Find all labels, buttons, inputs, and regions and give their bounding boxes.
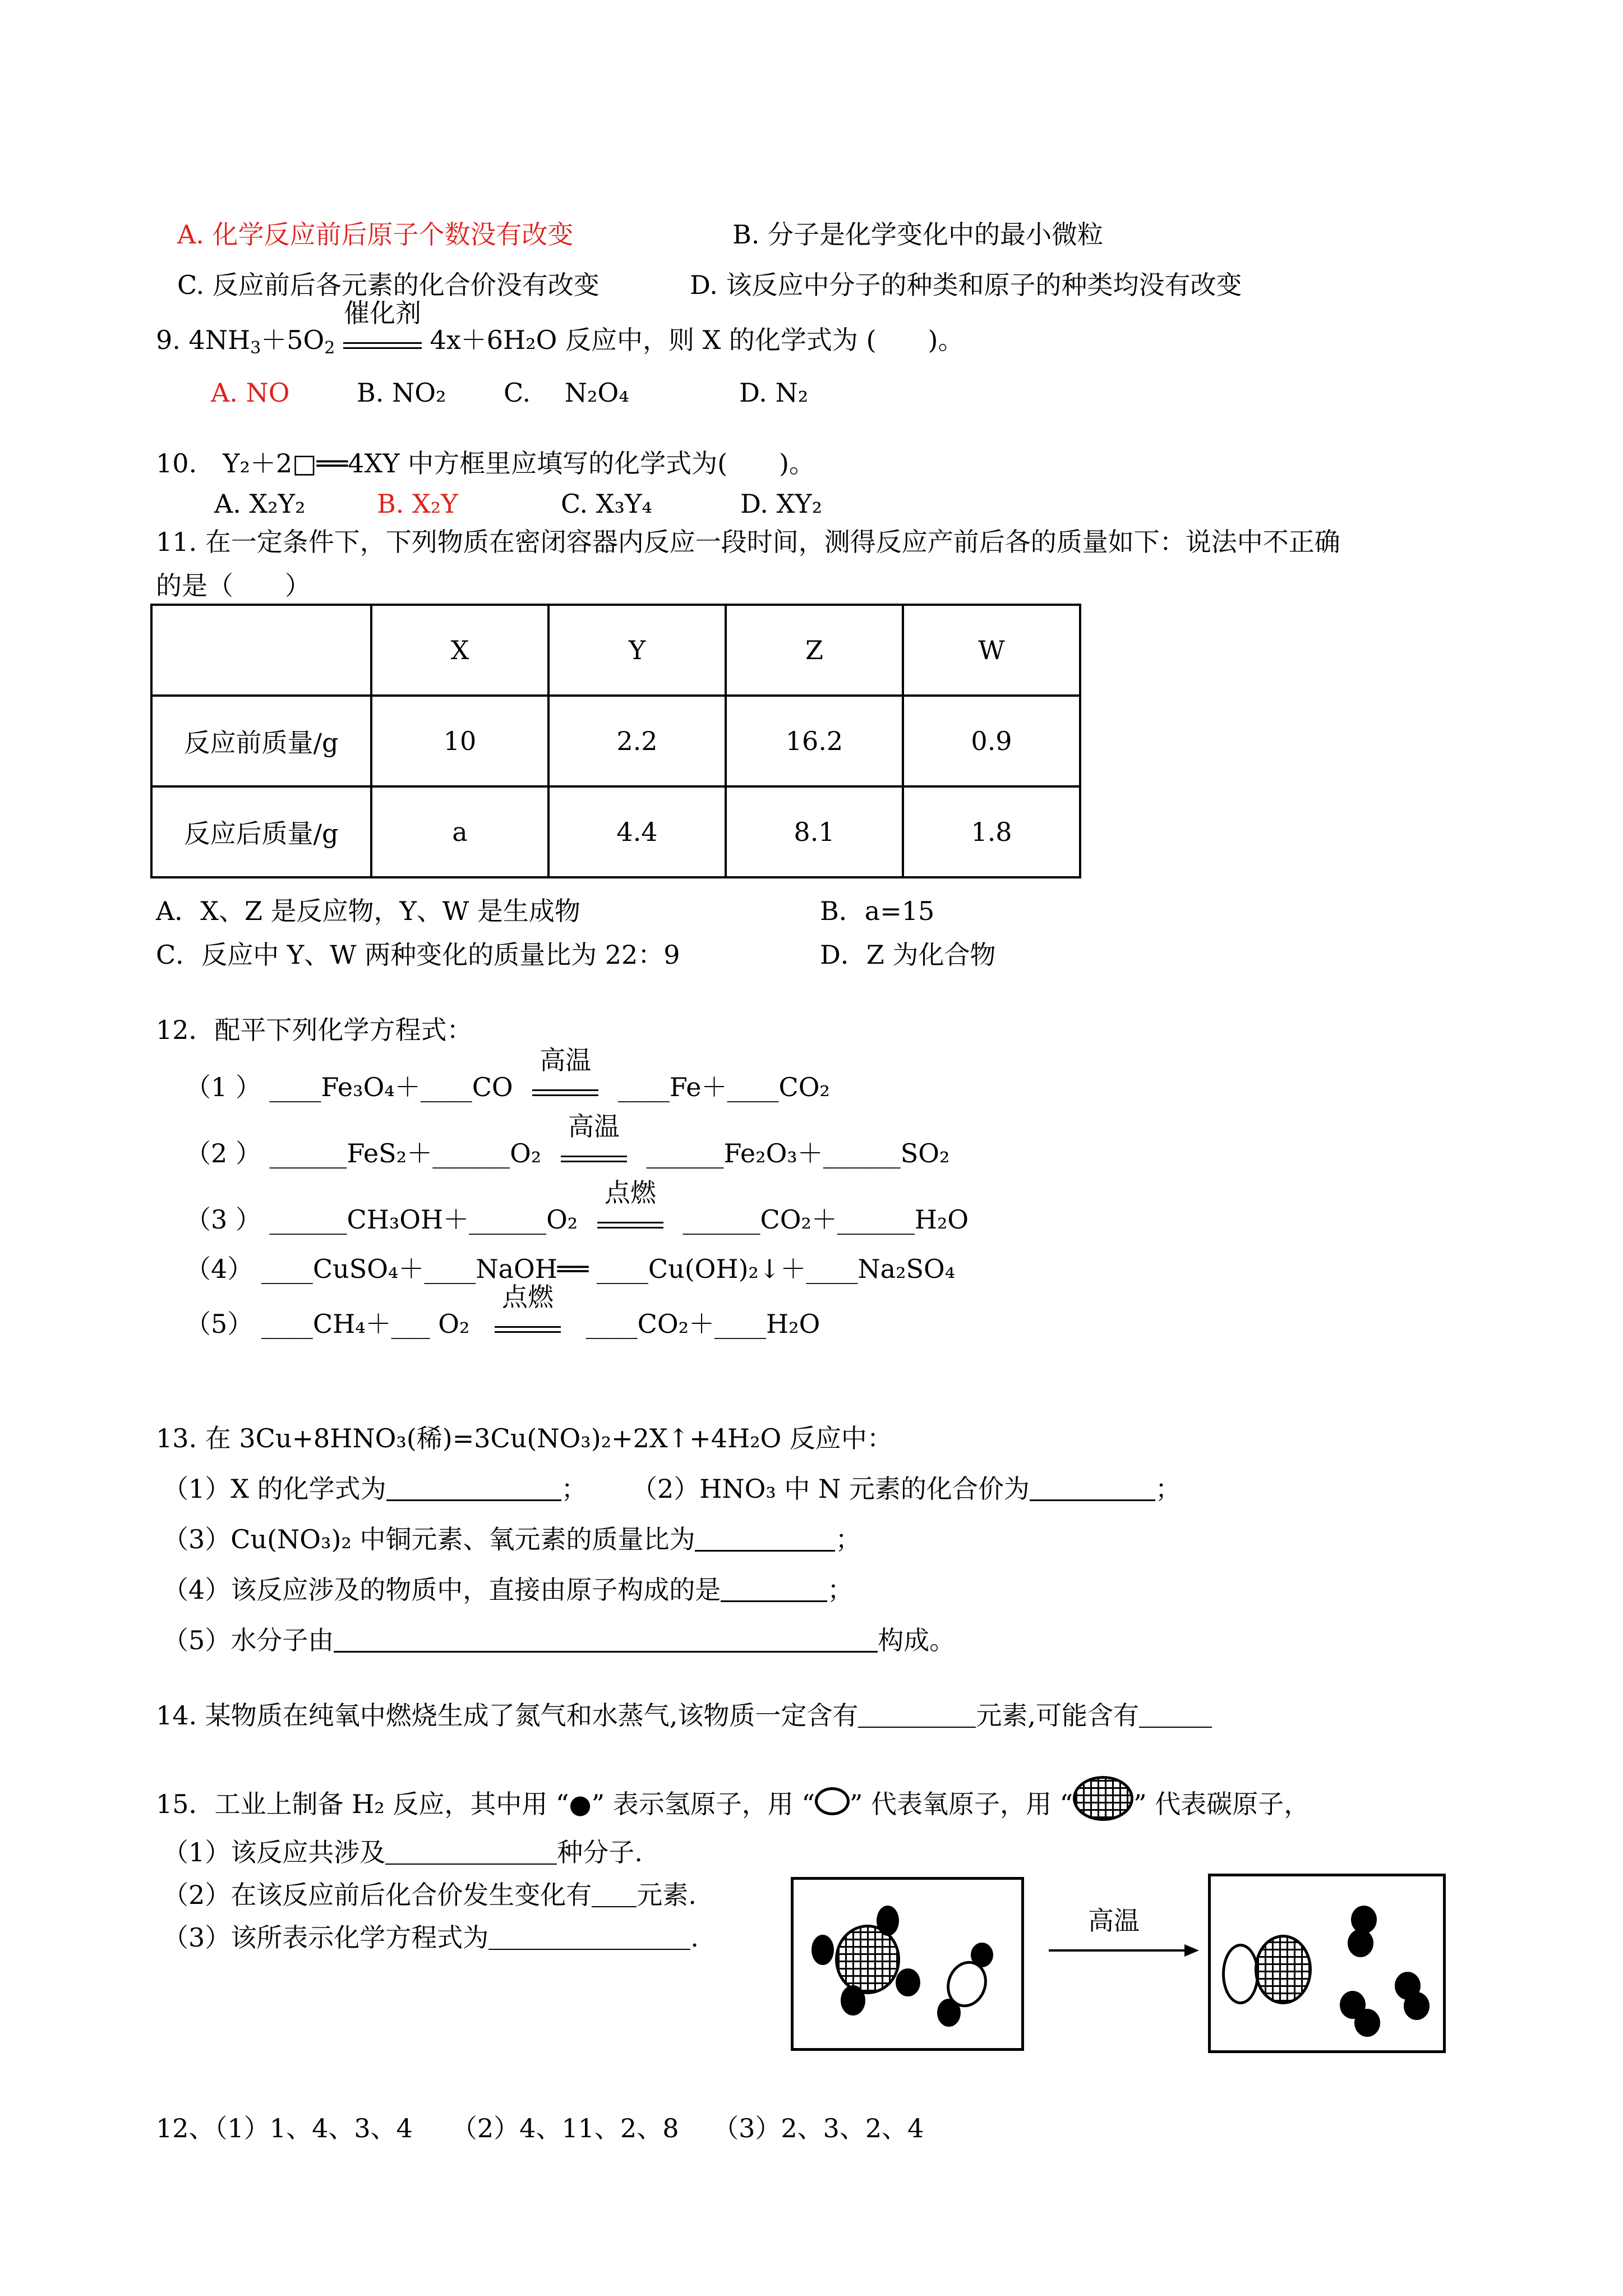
q13-part-2-text: （2）HNO₃ 中 N 元素的化合价为 [631, 1474, 1030, 1504]
equation-right: ______CO₂＋______H₂O [683, 1204, 969, 1235]
q12-equation-3 [185, 1177, 969, 1235]
hydrogen-atom-icon [811, 1935, 834, 1965]
q12-equation-2 [185, 1111, 950, 1168]
answer-blank[interactable] [858, 1704, 976, 1728]
equation-right: ____Fe＋____CO₂ [617, 1072, 830, 1102]
q13-part-4 [163, 1575, 853, 1605]
carbon-atom-icon [1255, 1935, 1312, 2004]
punctuation: 构成。 [878, 1625, 956, 1655]
table-cell: 4.4 [548, 786, 726, 877]
hydrogen-atom-icon [937, 1999, 961, 2027]
hydrogen-atom-icon [841, 1985, 865, 2016]
q15-text-1: 15．工业上制备 H₂ 反应，其中用 “●” 表示氢原子，用 “ [156, 1789, 815, 1819]
q9-stem: 9. $4NH_3+5O_2$ 催化剂 4x＋6H₂O 反应中，则 X 的化学式为 ( )。 [156, 298, 964, 358]
condition-label: 高温 [568, 1111, 620, 1142]
q13-part-2 [631, 1474, 1181, 1504]
q9-reaction-condition [343, 298, 422, 349]
punctuation: ； [835, 1524, 861, 1554]
q9-option-a: A. NO [211, 378, 290, 408]
reaction-condition [495, 1282, 561, 1333]
q15-part-2-tail: 元素. [637, 1880, 697, 1910]
equals-sign [495, 1326, 561, 1333]
q11-stem-line2: 的是（ ） [156, 570, 311, 601]
q8-option-d: D. 该反应中分子的种类和原子的种类均没有改变 [690, 270, 1242, 300]
q8-option-c: C. 反应前后各元素的化合价没有改变 [177, 270, 600, 300]
answer-key-line: 12、（1）1、4、3、4 （2）4、11、2、8 （3）2、3、2、4 [156, 2113, 924, 2143]
condition-label: 点燃 [502, 1282, 554, 1312]
q11-option-a: A．X、Z 是反应物，Y、W 是生成物 [156, 896, 580, 926]
answer-blank[interactable] [592, 1884, 637, 1907]
punctuation: ； [561, 1474, 587, 1504]
equation-left: （1 ） ____Fe₃O₄＋____CO [185, 1072, 513, 1102]
hydrogen-atom-icon [896, 1968, 920, 1996]
table-row [151, 605, 1080, 696]
answer-blank[interactable] [488, 1926, 690, 1950]
q13-stem: 13. 在 3Cu+8HNO₃(稀)=3Cu(NO₃)₂+2X↑+4H₂O 反应中： [156, 1423, 893, 1453]
q12-stem: 12．配平下列化学方程式： [156, 1015, 473, 1045]
answer-blank[interactable] [695, 1527, 835, 1552]
q14-text-2: 元素,可能含有 [976, 1700, 1140, 1731]
q12-equation-4: （4） ____CuSO₄＋____NaOH══ ____Cu(OH)₂↓＋____Na₂SO₄ [185, 1254, 956, 1284]
q13-part-5 [163, 1626, 955, 1655]
table-header-z: Z [726, 605, 903, 696]
q12-equation-5 [185, 1282, 820, 1339]
table-cell: 16.2 [726, 696, 903, 786]
q11-stem-line1: 11. 在一定条件下，下列物质在密闭容器内反应一段时间，测得反应产前后各的质量如下：说法中不正确 [156, 527, 1340, 557]
q15-part-3-text: （3）该所表示化学方程式为 [163, 1922, 489, 1953]
q9-equals-sign [343, 342, 422, 349]
answer-blank[interactable] [385, 1841, 557, 1865]
table-row [151, 696, 1080, 786]
q10-option-a: A. X₂Y₂ [214, 489, 306, 519]
hydrogen-atom-icon [1354, 2009, 1380, 2037]
condition-label: 点燃 [604, 1177, 656, 1208]
equation-right: ____CO₂＋____H₂O [585, 1309, 820, 1339]
q9-option-c: C. N₂O₄ [504, 378, 629, 408]
q10-stem: 10. Y₂＋2□══4XY 中方框里应填写的化学式为( )。 [156, 448, 815, 478]
answer-blank[interactable] [386, 1477, 561, 1501]
q15-part-2 [163, 1880, 697, 1910]
q13-part-3 [163, 1525, 861, 1554]
table-header-w: W [903, 605, 1080, 696]
q14-stem [156, 1701, 1212, 1731]
q9-option-d: D. N₂ [739, 378, 809, 408]
table-cell [151, 605, 371, 696]
hydrogen-atom-icon [1348, 1929, 1373, 1957]
q8-option-a: A. 化学反应前后原子个数没有改变 [177, 219, 574, 250]
equation-left: （3 ） ______CH₃OH＋______O₂ [185, 1204, 578, 1235]
q15-stem [156, 1776, 1310, 1821]
arrow-condition-label: 高温 [1088, 1906, 1140, 1936]
condition-label: 高温 [540, 1045, 592, 1075]
table-row [151, 786, 1080, 877]
q8-option-b: B. 分子是化学变化中的最小微粒 [732, 219, 1104, 250]
q11-mass-table [150, 604, 1081, 878]
q11-option-d: D．Z 为化合物 [820, 940, 996, 970]
q15-part-3 [163, 1923, 699, 1953]
q10-option-c: C. X₃Y₄ [561, 489, 652, 519]
answer-blank[interactable] [721, 1578, 827, 1602]
punctuation: ； [1155, 1474, 1181, 1504]
q9-stem-tail: 4x＋6H₂O 反应中，则 X 的化学式为 ( )。 [430, 325, 964, 355]
q15-part-2-text: （2）在该反应前后化合价发生变化有 [163, 1880, 592, 1910]
q11-option-b: B．a=15 [820, 896, 935, 926]
table-row-label: 反应后质量/g [151, 786, 371, 877]
oxygen-atom-icon [1222, 1944, 1259, 2004]
q11-option-c: C．反应中 Y、W 两种变化的质量比为 22：9 [156, 940, 680, 970]
q15-part-1-text: （1）该反应共涉及 [163, 1837, 386, 1867]
q9-option-b: B. NO₂ [357, 378, 446, 408]
equals-sign [561, 1156, 627, 1162]
q13-part-1-text: （1）X 的化学式为 [163, 1474, 386, 1504]
reaction-arrow-icon [1049, 1942, 1199, 1959]
reactants-box [791, 1877, 1024, 2051]
hydrogen-atom-icon [971, 1943, 993, 1967]
table-cell: 2.2 [548, 696, 726, 786]
equation-right: ______Fe₂O₃＋______SO₂ [646, 1138, 950, 1168]
reaction-condition [597, 1177, 663, 1228]
q9-condition-label: 催化剂 [343, 298, 421, 328]
table-row-label: 反应前质量/g [151, 696, 371, 786]
carbon-atom-icon [1073, 1776, 1133, 1821]
products-box [1208, 1874, 1446, 2053]
table-cell: 0.9 [903, 696, 1080, 786]
table-cell: a [371, 786, 548, 877]
table-header-x: X [371, 605, 548, 696]
table-cell: 10 [371, 696, 548, 786]
equation-left: （2 ） ______FeS₂＋______O₂ [185, 1138, 542, 1168]
q14-text-1: 14. 某物质在纯氧中燃烧生成了氮气和水蒸气,该物质一定含有 [156, 1700, 859, 1731]
q15-part-1 [163, 1838, 643, 1867]
q13-part-3-text: （3）Cu(NO₃)₂ 中铜元素、氧元素的质量比为 [163, 1524, 695, 1554]
q13-part-4-text: （4）该反应涉及的物质中，直接由原子构成的是 [163, 1575, 721, 1605]
q12-equation-1 [185, 1045, 830, 1102]
table-header-y: Y [548, 605, 726, 696]
q15-text-2: ” 代表氧原子，用 “ [849, 1789, 1073, 1819]
answer-blank[interactable] [1030, 1477, 1155, 1501]
equation-left: （5） ____CH₄＋___ O₂ [185, 1309, 470, 1339]
q9-number: 9. [156, 325, 181, 355]
reaction-condition [561, 1111, 627, 1162]
q15-text-3: ” 代表碳原子， [1133, 1789, 1310, 1819]
table-cell: 8.1 [726, 786, 903, 877]
punctuation: ； [827, 1575, 854, 1605]
oxygen-atom-icon [815, 1787, 850, 1815]
q13-part-5-text: （5）水分子由 [163, 1625, 334, 1655]
q15-part-3-tail: . [690, 1922, 699, 1953]
equals-sign [532, 1089, 598, 1096]
hydrogen-atom-icon [1404, 1992, 1430, 2020]
q10-option-b: B. X₂Y [377, 489, 458, 519]
reaction-condition [532, 1045, 598, 1096]
hydrogen-atom-icon [877, 1906, 899, 1936]
equals-sign [597, 1222, 663, 1228]
q13-part-1 [163, 1474, 587, 1504]
answer-blank[interactable] [334, 1628, 878, 1653]
table-cell: 1.8 [903, 786, 1080, 877]
q15-part-1-tail: 种分子. [557, 1837, 643, 1867]
answer-blank[interactable] [1139, 1704, 1212, 1728]
q10-option-d: D. XY₂ [740, 489, 823, 519]
